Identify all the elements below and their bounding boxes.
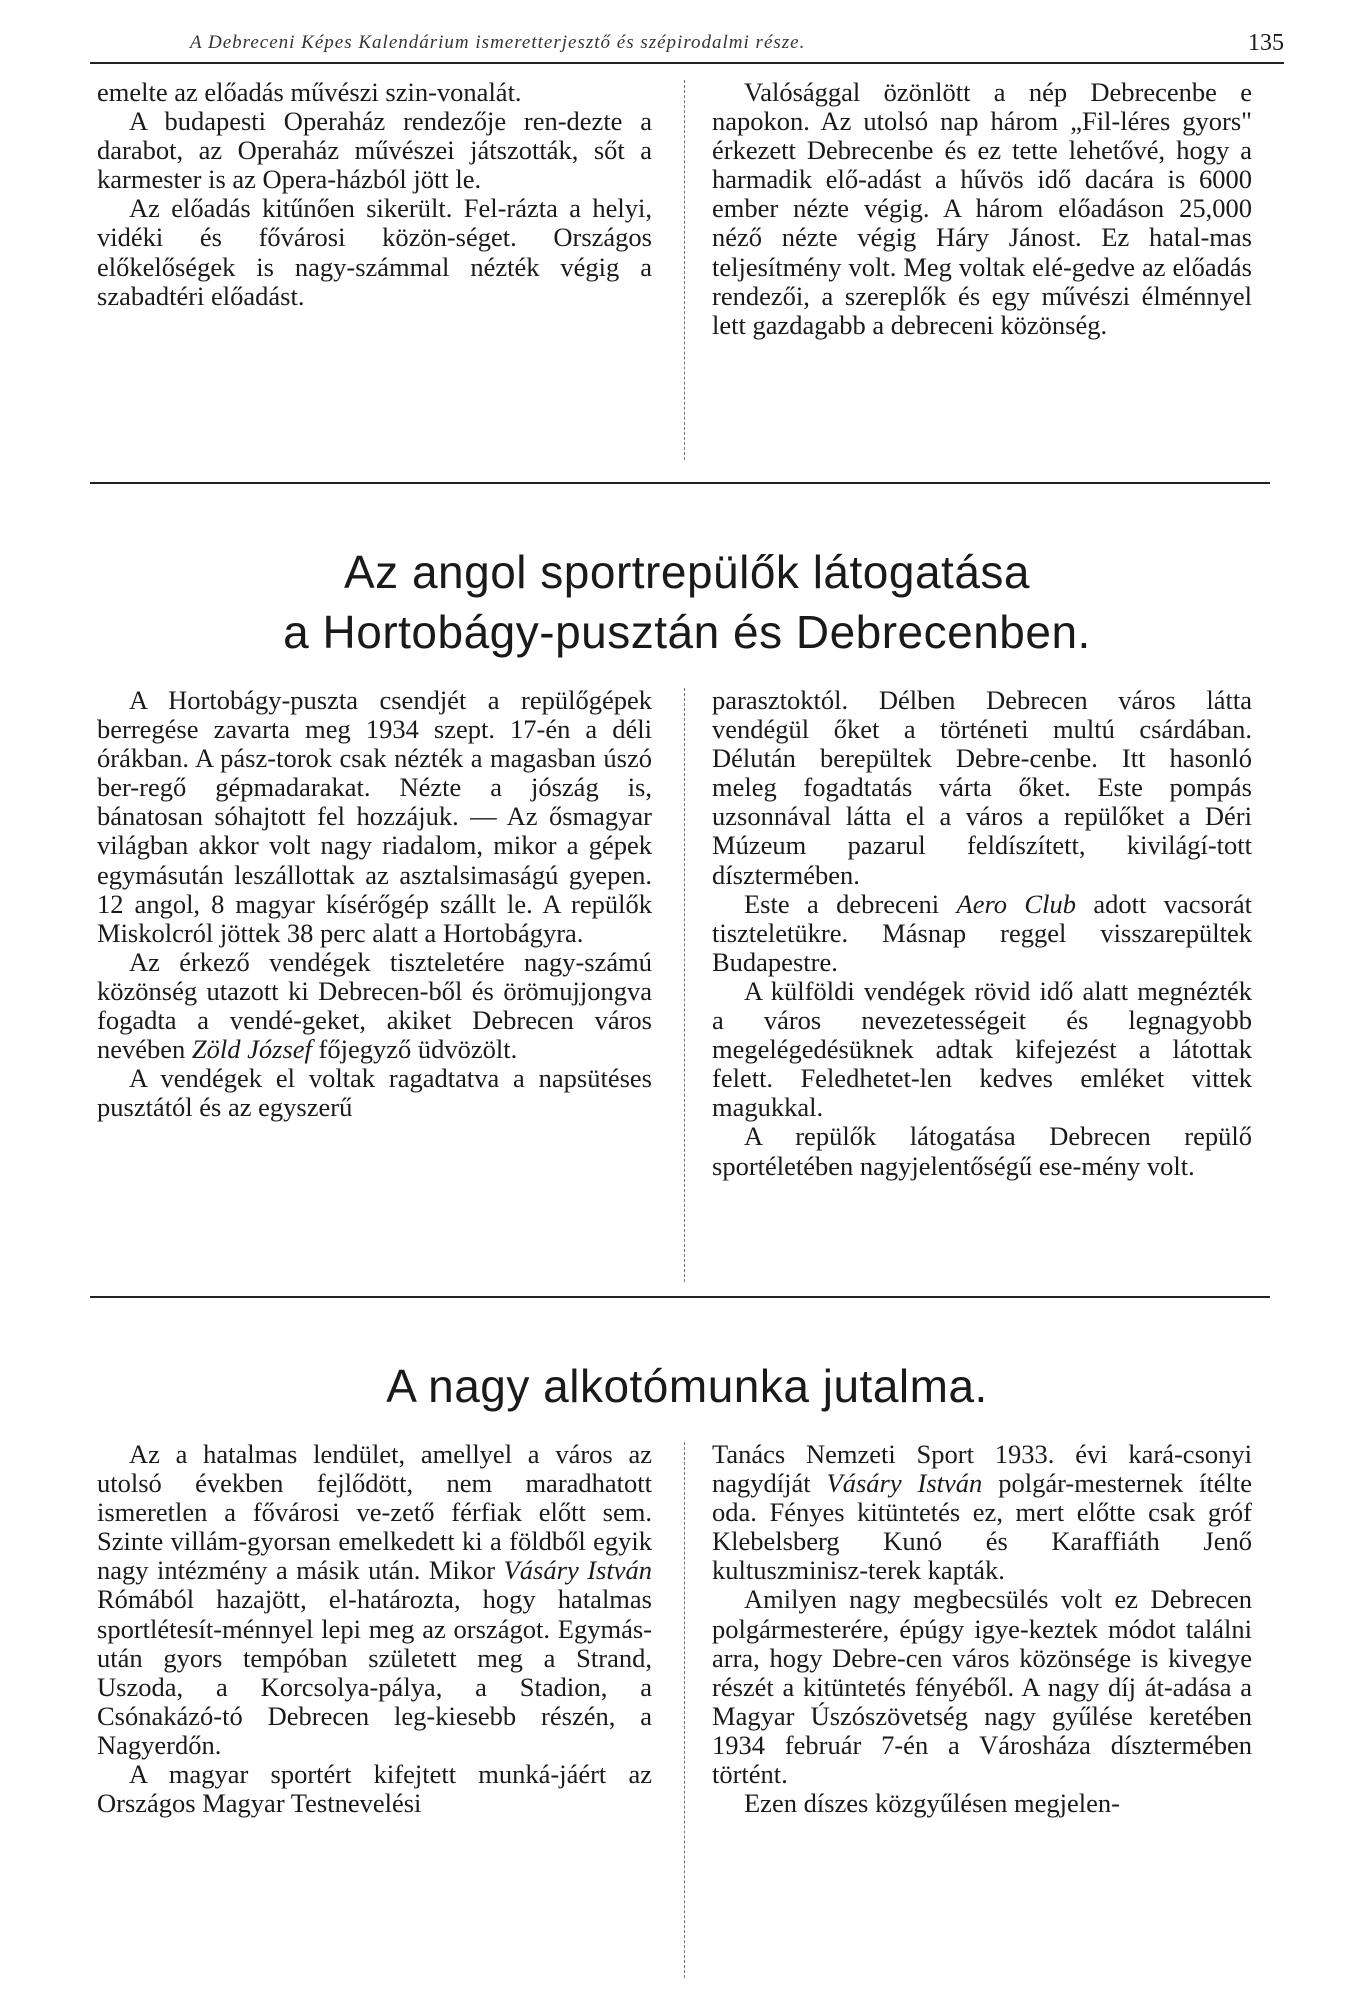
paragraph: Tanács Nemzeti Sport 1933. évi kará-csonyi nagydíját Vásáry István polgár-mesternek ítélte oda. Fényes kitüntetés ez, mert előtte csak gróf Klebelsberg Kunó és Karaffiáth Jenő kultuszminisz-terek kapták. xyxy=(712,1439,1252,1586)
column-divider xyxy=(684,80,685,460)
paragraph: Ezen díszes közgyűlésen megjelen- xyxy=(744,1788,1121,1819)
paragraph: Valósággal özönlött a nép Debrecenbe e napokon. Az utolsó nap három „Fil-léres gyors" érkezett Debrecenbe és ez tette lehetővé, hogy a harmadik elő-adást a hűvös idő dacára is 6000 ember nézte végig. A három előadáson 25,000 néző nézte végig Háry Jánost. Ez hatal-mas teljesítmény volt. Meg voltak elé-gedve az előadás rendezői, a szereplők és egy művészi élménnyel lett gazdagabb a debreceni közönség. xyxy=(712,77,1252,340)
section-rule xyxy=(90,482,1270,484)
paragraph: Az érkező vendégek tiszteletére nagy-számú közönség utazott ki Debrecen-ből és örömujjongva fogadta a vendé-geket, akiket Debrecen város nevében Zöld József főjegyző üdvözölt. xyxy=(97,946,652,1065)
section1-right-column xyxy=(712,78,1252,340)
page-number: 135 xyxy=(1248,30,1284,56)
paragraph: A külföldi vendégek rövid idő alatt megnézték a város nevezetességeit és legnagyobb megelégedésüknek adtak kifejezést a látottak felett. Feledhetet-len kedves emléket vittek magukkal. xyxy=(712,975,1252,1123)
column-divider xyxy=(684,1442,685,1978)
paragraph: Az előadás kitűnően sikerült. Fel-rázta a helyi, vidéki és fővárosi közön-séget. Országos előkelőségek is nagy-számmal nézték végig a szabadtéri előadást. xyxy=(97,193,652,311)
person-name: Vásáry István xyxy=(503,1555,652,1586)
article1-title-line2: a Hortobágy-pusztán és Debrecenben. xyxy=(283,606,1091,658)
person-name: Zöld József xyxy=(191,1034,312,1065)
article2-title: A nagy alkotómunka jutalma. xyxy=(386,1360,988,1412)
article1-title-line1: Az angol sportrepülők látogatása xyxy=(344,546,1030,598)
paragraph: Este a debreceni Aero Club adott vacsorát tiszteletükre. Másnap reggel visszarepültek Budapestre. xyxy=(712,888,1252,977)
paragraph: emelte az előadás művészi szin-vonalát. xyxy=(97,77,522,107)
section1-left-column xyxy=(97,78,652,311)
club-name: Aero Club xyxy=(956,888,1076,919)
running-title: A Debreceni Képes Kalendárium ismeretterjesztő és szépirodalmi része. xyxy=(190,32,806,53)
person-name: Vásáry István xyxy=(826,1468,983,1499)
paragraph: A vendégek el voltak ragadtatva a napsütéses pusztától és az egyszerű xyxy=(97,1063,652,1123)
section-rule xyxy=(90,1296,1270,1298)
column-divider xyxy=(684,688,685,1282)
page-header xyxy=(90,28,1284,64)
article1-right-column xyxy=(712,686,1252,1181)
article2-left-column xyxy=(97,1440,652,1818)
paragraph: Amilyen nagy megbecsülés volt ez Debrecen polgármesterére, épúgy igye-keztek módot találni arra, hogy Debre-cen város közönsége is kivegye részét a kitüntetés fényéből. A nagy díj át-adása a Magyar Úszószövetség nagy gyűlése keretében 1934 február 7-én a Városháza dísztermében történt. xyxy=(712,1584,1252,1790)
paragraph: A repülők látogatása Debrecen repülő sportéletében nagyjelentőségű ese-mény volt. xyxy=(712,1121,1252,1181)
paragraph: A magyar sportért kifejtett munká-jáért az Országos Magyar Testnevelési xyxy=(97,1759,652,1819)
paragraph: A Hortobágy-puszta csendjét a repülőgépek berregése zavarta meg 1934 szept. 17-én a déli órákban. A pász-torok csak nézték a magasban úszó ber-regő gépmadarakat. Nézte a jószág is, bánatosan sóhajtott fel hozzájuk. — Az ősmagyar világban akkor volt nagy riadalom, mikor a gépek egymásután leszállottak az asztalsimaságú gyepen. 12 angol, 8 magyar kísérőgép szállt le. A repülők Miskolcról jöttek 38 perc alatt a Hortobágyra. xyxy=(97,685,652,948)
article1-left-column xyxy=(97,686,652,1122)
article1-title xyxy=(90,542,1284,662)
article2-right-column xyxy=(712,1440,1252,1818)
paragraph: Az a hatalmas lendület, amellyel a város az utolsó években fejlődött, nem maradhatott ismeretlen a fővárosi ve-zető férfiak előtt sem. Szinte villám-gyorsan emelkedett ki a földből egyik nagy intézmény a másik után. Mikor Vásáry István Rómából hazajött, el-határozta, hogy hatalmas sportlétesít-ménnyel lepi meg az országot. Egymás-után gyors tempóban született meg a Strand, Uszoda, a Korcsolya-pálya, a Stadion, a Csónakázó-tó Debrecen leg-kiesebb részén, a Nagyerdőn. xyxy=(97,1439,652,1760)
paragraph: parasztoktól. Délben Debrecen város látta vendégül őket a történeti multú csárdában. Délután berepültek Debre-cenbe. Itt hasonló meleg fogadtatás várta őket. Este pompás uzsonnával látta el a város a repülőket a Déri Múzeum pazarul feldíszített, kivilágí-tott dísztermében. xyxy=(712,685,1252,890)
paragraph: A budapesti Operaház rendezője ren-dezte a darabot, az Operaház művészei játszották, sőt a karmester is az Opera-házból jött le. xyxy=(97,106,652,195)
